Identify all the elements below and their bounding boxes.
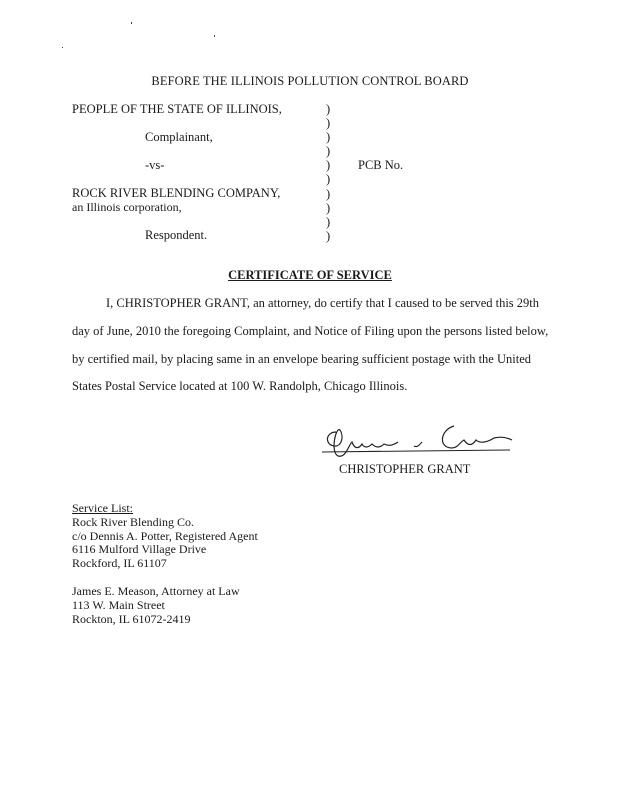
paren: ): [326, 200, 331, 215]
complainant-name: PEOPLE OF THE STATE OF ILLINOIS,: [72, 102, 282, 116]
respondent-name: ROCK RIVER BLENDING COMPANY,: [72, 186, 281, 200]
service-list-label: Service List:: [72, 501, 133, 515]
service-list: [72, 502, 258, 571]
handwritten-signature: [318, 418, 518, 460]
paren: ): [326, 186, 331, 201]
scan-speck: [62, 47, 63, 48]
paren: ): [326, 144, 331, 159]
scan-speck: [131, 22, 132, 24]
certificate-line-1: I, CHRISTOPHER GRANT, an attorney, do certify that I caused to be served this 29th: [106, 296, 540, 310]
recipient-1-line-3: 6116 Mulford Village Drive: [72, 542, 207, 557]
versus-label: -vs-: [145, 158, 165, 172]
signatory-name: CHRISTOPHER GRANT: [339, 462, 471, 476]
recipient-2-line-3: Rockton, IL 61072-2419: [72, 611, 191, 626]
caption-parentheses: [326, 102, 336, 243]
certificate-heading: CERTIFICATE OF SERVICE: [228, 268, 392, 282]
certificate-line-4: States Postal Service located at 100 W. Randolph, Chicago Illinois.: [72, 379, 408, 393]
signature-graphic: [318, 418, 518, 460]
paren: ): [326, 228, 331, 243]
respondent-role: Respondent.: [145, 228, 208, 242]
complainant-role: Complainant,: [145, 130, 213, 144]
recipient-1-line-4: Rockford, IL 61107: [72, 556, 167, 571]
paren: ): [326, 158, 331, 173]
certificate-line-3: by certified mail, by placing same in an envelope bearing sufficient postage with the United: [72, 352, 532, 366]
service-recipient-2: [72, 585, 240, 626]
board-title: BEFORE THE ILLINOIS POLLUTION CONTROL BOARD: [151, 74, 469, 88]
paren: ): [326, 102, 331, 116]
respondent-description: an Illinois corporation,: [72, 200, 182, 214]
recipient-1-line-2: c/o Dennis A. Potter, Registered Agent: [72, 528, 258, 543]
paren: ): [326, 214, 331, 229]
certificate-line-2: day of June, 2010 the foregoing Complaint, and Notice of Filing upon the persons listed below,: [72, 324, 549, 338]
paren: ): [326, 172, 331, 187]
case-number-label: PCB No.: [358, 158, 404, 172]
recipient-2-line-1: James E. Meason, Attorney at Law: [72, 584, 240, 598]
scan-speck: [214, 35, 215, 37]
paren: ): [326, 116, 331, 131]
recipient-2-line-2: 113 W. Main Street: [72, 597, 165, 612]
paren: ): [326, 130, 331, 145]
recipient-1-line-1: Rock River Blending Co.: [72, 514, 194, 529]
